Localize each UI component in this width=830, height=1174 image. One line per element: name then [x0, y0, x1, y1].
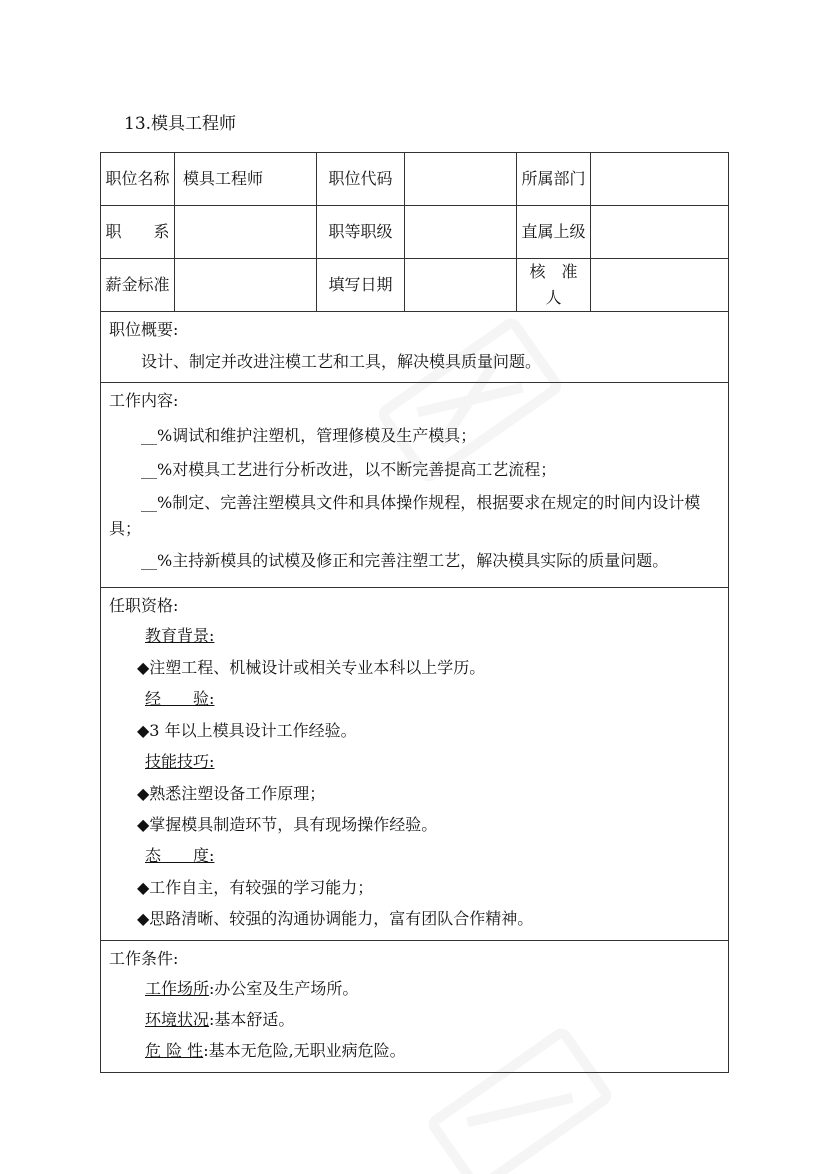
education-item: ◆注塑工程、机械设计或相关专业本科以上学历。 — [137, 658, 486, 677]
conditions-section — [101, 941, 729, 1073]
value-fill-date — [405, 259, 517, 312]
label-approver: 核 准 人 — [517, 259, 591, 312]
attitude-item: ◆工作自主，有较强的学习能力； — [137, 878, 374, 897]
attitude-heading: 态 度: — [145, 846, 215, 865]
value-department — [591, 153, 729, 206]
label-job-grade: 职等职级 — [317, 206, 405, 259]
duties-title: 工作内容: — [109, 391, 179, 410]
experience-item: ◆3 年以上模具设计工作经验。 — [137, 721, 357, 740]
qualifications-title: 任职资格: — [109, 596, 179, 615]
value-job-family — [175, 206, 317, 259]
value-direct-supervisor — [591, 206, 729, 259]
conditions-title: 工作条件: — [109, 949, 179, 968]
condition-workplace: 工作场所:办公室及生产场所。 — [145, 979, 359, 998]
condition-environment: 环境状况:基本舒适。 — [145, 1010, 295, 1029]
label-fill-date: 填写日期 — [317, 259, 405, 312]
duties-section — [101, 383, 729, 588]
skills-item: ◆熟悉注塑设备工作原理； — [137, 784, 326, 803]
header-row-1 — [101, 153, 729, 206]
experience-heading: 经 验: — [145, 689, 215, 708]
attitude-item: ◆思路清晰、较强的沟通协调能力，富有团队合作精神。 — [137, 909, 534, 928]
label-job-family: 职 系 — [101, 206, 175, 259]
label-direct-supervisor: 直属上级 — [517, 206, 591, 259]
summary-text: 设计、制定并改进注模工艺和工具，解决模具质量问题。 — [141, 352, 542, 371]
duty-item: __%对模具工艺进行分析改进，以不断完善提高工艺流程； — [141, 460, 557, 479]
label-salary-standard: 薪金标准 — [101, 259, 175, 312]
education-heading: 教育背景: — [145, 626, 215, 645]
skills-item: ◆掌握模具制造环节，具有现场操作经验。 — [137, 815, 438, 834]
label-position-name: 职位名称 — [101, 153, 175, 206]
duty-item: __%制定、完善注塑模具文件和具体操作规程，根据要求在规定的时间内设计模具； — [109, 493, 701, 538]
summary-section — [101, 312, 729, 383]
label-position-code: 职位代码 — [317, 153, 405, 206]
value-salary-standard — [175, 259, 317, 312]
job-description-table — [100, 152, 729, 1073]
header-row-3 — [101, 259, 729, 312]
summary-title: 职位概要: — [109, 320, 179, 339]
value-job-grade — [405, 206, 517, 259]
skills-heading: 技能技巧: — [145, 752, 215, 771]
condition-hazard: 危 险 性:基本无危险,无职业病危险。 — [145, 1041, 406, 1060]
duty-item: __%调试和维护注塑机，管理修模及生产模具； — [141, 426, 477, 445]
value-position-name: 模具工程师 — [175, 153, 317, 206]
label-department: 所属部门 — [517, 153, 591, 206]
document-title: 13.模具工程师 — [124, 114, 237, 134]
duty-item: __%主持新模具的试模及修正和完善注塑工艺，解决模具实际的质量问题。 — [141, 551, 669, 570]
header-row-2 — [101, 206, 729, 259]
qualifications-section — [101, 588, 729, 941]
value-position-code — [405, 153, 517, 206]
value-approver — [591, 259, 729, 312]
